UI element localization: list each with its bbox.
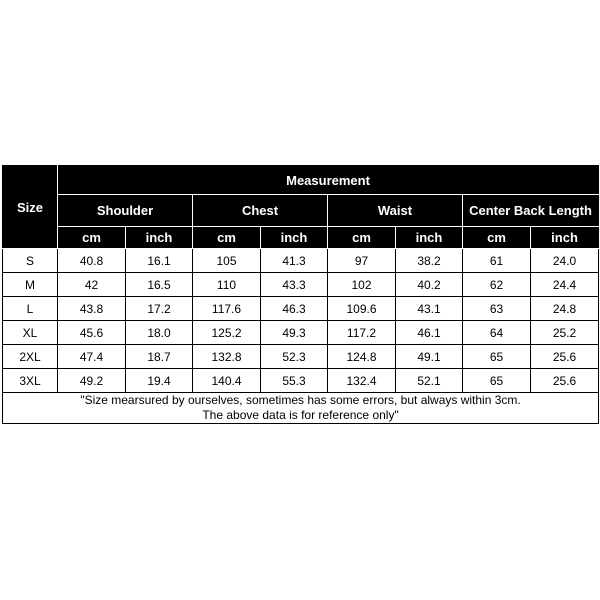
size-chart-table (2, 165, 599, 424)
table-body (3, 249, 599, 424)
table-cell: 18.7 (126, 345, 193, 369)
table-cell: 46.3 (261, 297, 328, 321)
waist-cm-header: cm (328, 227, 396, 249)
size-column-header: Size (3, 166, 58, 249)
header-row-measurement (3, 166, 599, 195)
chest-cm-header: cm (193, 227, 261, 249)
disclaimer-note (3, 393, 599, 424)
table-cell: 62 (463, 273, 531, 297)
size-cell: L (3, 297, 58, 321)
waist-inch-header: inch (396, 227, 463, 249)
table-cell: 109.6 (328, 297, 396, 321)
shoulder-inch-header: inch (126, 227, 193, 249)
table-cell: 140.4 (193, 369, 261, 393)
table-cell: 49.1 (396, 345, 463, 369)
table-cell: 65 (463, 369, 531, 393)
shoulder-cm-header: cm (58, 227, 126, 249)
note-line-1: "Size mearsured by ourselves, sometimes has some errors, but always within 3cm. (80, 393, 521, 407)
table-cell: 17.2 (126, 297, 193, 321)
measurement-header: Measurement (58, 166, 599, 195)
table-cell: 49.3 (261, 321, 328, 345)
table-cell: 25.6 (531, 369, 599, 393)
table-cell: 38.2 (396, 249, 463, 273)
table-cell: 61 (463, 249, 531, 273)
table-cell: 43.1 (396, 297, 463, 321)
table-row (3, 273, 599, 297)
table-cell: 117.6 (193, 297, 261, 321)
table-cell: 42 (58, 273, 126, 297)
size-cell: 3XL (3, 369, 58, 393)
table-cell: 55.3 (261, 369, 328, 393)
note-line-2: The above data is for reference only" (202, 408, 399, 422)
table-cell: 117.2 (328, 321, 396, 345)
waist-header: Waist (328, 195, 463, 227)
table-cell: 64 (463, 321, 531, 345)
table-row (3, 249, 599, 273)
table-cell: 18.0 (126, 321, 193, 345)
table-cell: 19.4 (126, 369, 193, 393)
table-cell: 47.4 (58, 345, 126, 369)
size-cell: XL (3, 321, 58, 345)
table-cell: 25.6 (531, 345, 599, 369)
table-cell: 102 (328, 273, 396, 297)
shoulder-header: Shoulder (58, 195, 193, 227)
table-cell: 41.3 (261, 249, 328, 273)
table-row (3, 297, 599, 321)
table-cell: 65 (463, 345, 531, 369)
table-header (3, 166, 599, 249)
center-back-length-header: Center Back Length (463, 195, 599, 227)
back-length-inch-header: inch (531, 227, 599, 249)
table-cell: 43.8 (58, 297, 126, 321)
header-row-units (3, 227, 599, 249)
table-cell: 16.5 (126, 273, 193, 297)
table-cell: 132.4 (328, 369, 396, 393)
chest-header: Chest (193, 195, 328, 227)
table-cell: 110 (193, 273, 261, 297)
size-cell: S (3, 249, 58, 273)
table-cell: 124.8 (328, 345, 396, 369)
table-cell: 40.8 (58, 249, 126, 273)
table-cell: 40.2 (396, 273, 463, 297)
table-cell: 105 (193, 249, 261, 273)
table-row (3, 345, 599, 369)
table-cell: 132.8 (193, 345, 261, 369)
table-cell: 125.2 (193, 321, 261, 345)
table-cell: 46.1 (396, 321, 463, 345)
size-cell: 2XL (3, 345, 58, 369)
table-cell: 43.3 (261, 273, 328, 297)
table-cell: 25.2 (531, 321, 599, 345)
table-cell: 97 (328, 249, 396, 273)
table-cell: 63 (463, 297, 531, 321)
table-cell: 16.1 (126, 249, 193, 273)
table-row (3, 321, 599, 345)
table-cell: 45.6 (58, 321, 126, 345)
chest-inch-header: inch (261, 227, 328, 249)
header-row-groups (3, 195, 599, 227)
table-cell: 24.4 (531, 273, 599, 297)
table-cell: 49.2 (58, 369, 126, 393)
table-cell: 52.1 (396, 369, 463, 393)
table-cell: 24.0 (531, 249, 599, 273)
back-length-cm-header: cm (463, 227, 531, 249)
table-cell: 24.8 (531, 297, 599, 321)
note-row (3, 393, 599, 424)
table-cell: 52.3 (261, 345, 328, 369)
table-row (3, 369, 599, 393)
size-cell: M (3, 273, 58, 297)
